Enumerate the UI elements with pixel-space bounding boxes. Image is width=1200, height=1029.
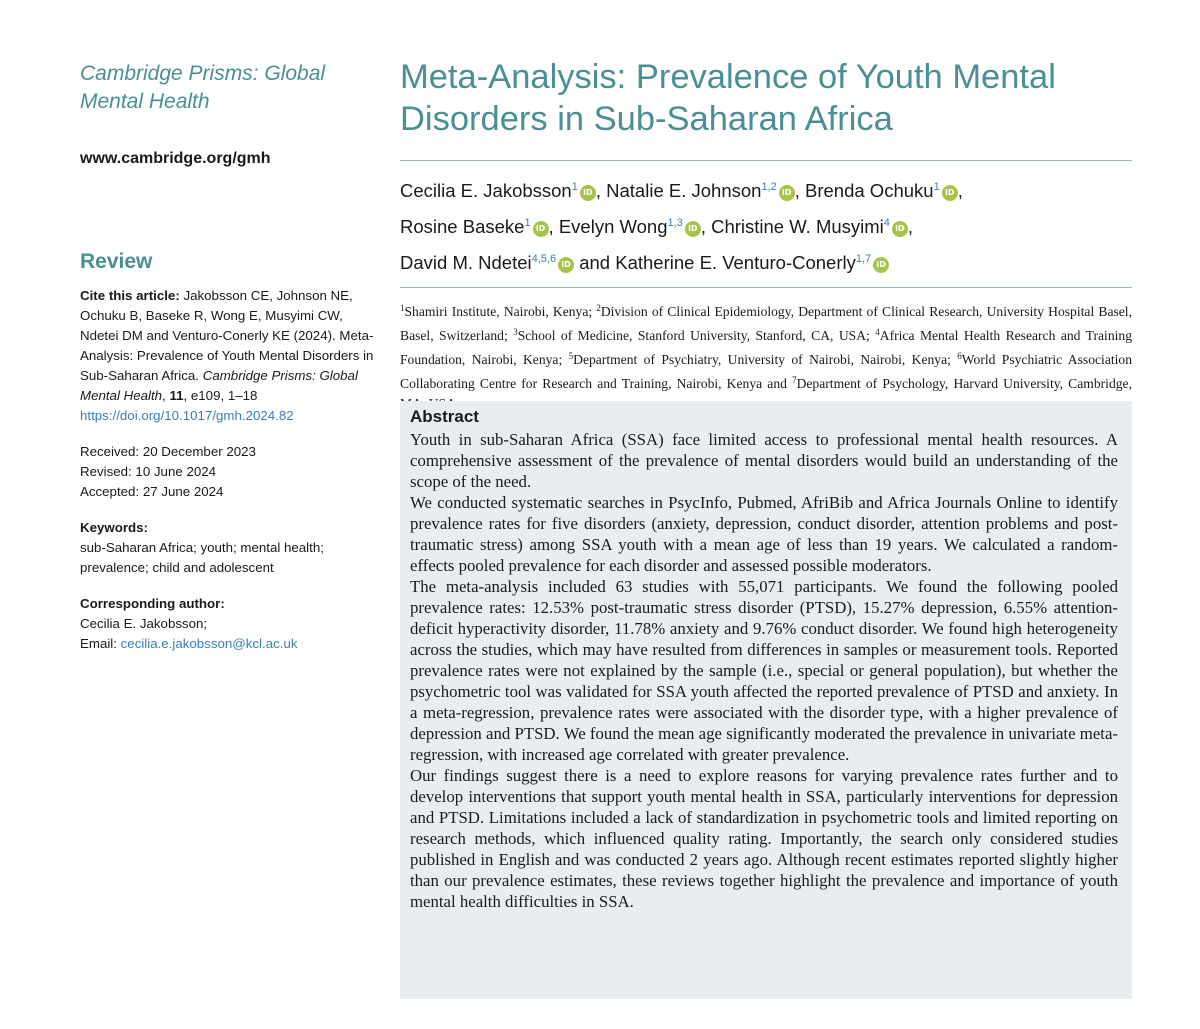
affiliation-text: School of Medicine, Stanford University, Stanford, CA, USA; <box>517 328 876 343</box>
orcid-icon[interactable]: iD <box>685 221 701 237</box>
orcid-icon[interactable]: iD <box>779 185 795 201</box>
author-affiliation-sup[interactable]: 1 <box>571 181 578 193</box>
email-label: Email: <box>80 636 117 651</box>
author-separator: , <box>957 180 963 201</box>
corresponding-label: Corresponding author: <box>80 596 225 611</box>
affiliation-sup: 1 <box>400 303 405 313</box>
cite-volume: 11 <box>169 388 184 403</box>
affiliation-sup: 6 <box>957 351 962 361</box>
doi-link[interactable]: https://doi.org/10.1017/gmh.2024.82 <box>80 408 294 423</box>
abstract-box <box>400 401 1132 999</box>
corresponding-author <box>80 594 380 654</box>
author-separator: , <box>907 216 914 237</box>
email-link[interactable]: cecilia.e.jakobsson@kcl.ac.uk <box>120 636 298 651</box>
author-separator: , <box>700 216 712 237</box>
orcid-icon[interactable]: iD <box>873 257 889 273</box>
author-affiliation-sup[interactable]: 1 <box>933 181 940 193</box>
authors-divider <box>400 287 1132 288</box>
author-affiliation-sup[interactable]: 1,7 <box>855 253 872 265</box>
affiliation-sup: 4 <box>875 327 880 337</box>
author-name: David M. Ndetei <box>400 252 532 273</box>
date-revised: Revised: 10 June 2024 <box>80 464 217 479</box>
article-title: Meta-Analysis: Prevalence of Youth Mental Disorders in Sub-Saharan Africa <box>400 58 1056 138</box>
author-separator: , <box>595 180 607 201</box>
affiliation-sup: 7 <box>792 375 797 385</box>
author-affiliation-sup[interactable]: 1,2 <box>761 181 777 193</box>
author-list <box>400 171 1132 279</box>
date-accepted: Accepted: 27 June 2024 <box>80 484 224 499</box>
cite-label: Cite this article: <box>80 288 180 303</box>
cite-pages: , e109, 1–18 <box>183 388 258 403</box>
author-name: Natalie E. Johnson <box>606 180 762 201</box>
corresponding-name: Cecilia E. Jakobsson; <box>80 616 208 631</box>
author-name: Cecilia E. Jakobsson <box>400 180 572 201</box>
orcid-icon[interactable]: iD <box>580 185 596 201</box>
journal-name: Cambridge Prisms: Global Mental Health <box>80 62 326 113</box>
affiliation-sup: 3 <box>513 327 518 337</box>
author-name: Brenda Ochuku <box>805 180 934 201</box>
date-received: Received: 20 December 2023 <box>80 444 256 459</box>
author-affiliation-sup[interactable]: 4 <box>883 217 890 229</box>
cite-authors: Jakobsson CE, Johnson NE, Ochuku B, Baseke R, Wong E, Musyimi CW, Ndetei DM and Venturo-Conerly KE (2024). Meta-Analysis: Prevalence of Youth Mental Disorders in Sub-Saharan Africa. <box>80 288 374 383</box>
author-name: Katherine E. Venturo-Conerly <box>615 252 856 273</box>
article-type: Review <box>80 250 153 273</box>
journal-website[interactable]: www.cambridge.org/gmh <box>80 150 271 167</box>
orcid-icon[interactable]: iD <box>533 221 549 237</box>
orcid-icon[interactable]: iD <box>892 221 908 237</box>
affiliation-sup: 2 <box>596 303 601 313</box>
author-separator: , <box>794 180 806 201</box>
affiliation-text: Shamiri Institute, Nairobi, Kenya; <box>404 304 597 319</box>
affiliation-text: Africa Mental Health Research and Training Foundation, Nairobi, Kenya; <box>400 328 1132 367</box>
sidebar <box>80 60 380 654</box>
author-name: Evelyn Wong <box>558 216 668 237</box>
abstract-heading: Abstract <box>410 407 479 426</box>
affiliations <box>400 298 1132 414</box>
affiliation-text: Department of Psychology, Harvard University, Cambridge, <box>796 376 1132 391</box>
keywords-label: Keywords: <box>80 520 148 535</box>
abstract-paragraph: We conducted systematic searches in PsycInfo, Pubmed, AfriBib and Africa Journals Online to identify prevalence rates for five disorders (anxiety, depression, conduct disorder, attention problems and post-traumatic stress) among SSA youth with a mean age of less than 19 years. We calculated a random-effects pooled prevalence for each disorder and assessed possible moderators. <box>410 493 1118 575</box>
affiliation-text: Department of Psychiatry, University of Nairobi, Nairobi, Kenya; <box>573 352 958 367</box>
title-divider <box>400 160 1132 161</box>
affiliation-text: Division of Clinical Epidemiology, Department of Clinical Research, University Hospital Basel, Basel, Switzerland; <box>400 304 1132 343</box>
abstract-paragraph: The meta-analysis included 63 studies with 55,071 participants. We found the following pooled prevalence rates: 12.53% post-traumatic stress disorder (PTSD), 15.27% depression, 6.55% attention-deficit hyperactivity disorder, 11.78% anxiety and 9.76% conduct disorder. We found high heterogeneity across the studies, which may have resulted from differences in samples or measurement tools. Reported prevalence rates were not explained by the sample (i.e., special or general population), but whether the psychometric tool was validated for SSA youth affected the reported prevalence of PTSD and anxiety. In a meta-regression, prevalence rates were associated with the disorder type, with a higher prevalence of depression and PTSD. We found the mean age significantly moderated the prevalence in univariate meta-regression, with increased age correlated with greater prevalence. <box>410 577 1118 764</box>
abstract-paragraph: Youth in sub-Saharan Africa (SSA) face limited access to professional mental health resources. A comprehensive assessment of the prevalence of mental disorders would build an understanding of the scope of the need. <box>410 430 1118 491</box>
orcid-icon[interactable]: iD <box>558 257 574 273</box>
keywords-text: sub-Saharan Africa; youth; mental health; prevalence; child and adolescent <box>80 540 324 575</box>
abstract-body <box>410 429 1118 912</box>
affiliation-sup: 5 <box>568 351 574 361</box>
keywords <box>80 518 380 578</box>
author-affiliation-sup[interactable]: 1 <box>524 217 531 229</box>
author-affiliation-sup[interactable]: 4,5,6 <box>531 253 557 265</box>
orcid-icon[interactable]: iD <box>942 185 958 201</box>
article-header <box>400 56 1132 414</box>
author-separator: and <box>574 252 616 273</box>
affiliation-text: World Psychiatric Association Collaborating Centre for Research and Training, Nairobi, Kenya and <box>400 352 1132 391</box>
cite-journal: Cambridge Prisms: Global Mental Health <box>80 368 358 403</box>
author-name: Christine W. Musyimi <box>711 216 884 237</box>
author-name: Rosine Baseke <box>400 216 525 237</box>
dates <box>80 442 380 502</box>
author-affiliation-sup[interactable]: 1,3 <box>667 217 683 229</box>
abstract-paragraph: Our findings suggest there is a need to explore reasons for varying prevalence rates further and to develop interventions that support youth mental health in SSA, particularly interventions for depression and PTSD. Limitations included a lack of standardization in psychometric tools and limited reporting on research methods, which influenced quality rating. Importantly, the search only considered studies published in English and was conducted 2 years ago. Although recent estimates reported slightly higher than our prevalence estimates, these reviews together highlight the prevalence and importance of youth mental health difficulties in SSA. <box>410 766 1118 911</box>
citation: Cite this article: Jakobsson CE, Johnson NE, Ochuku B, Baseke R, Wong E, Musyimi CW, Ndetei DM and Venturo-Conerly KE (2024). Meta-Analysis: Prevalence of Youth Mental Disorders in Sub-Saharan Africa. Cambridge Prisms: Global Mental Health, 11, e109, 1–18 https://doi.org/10.1017/gmh.2024.82 <box>80 288 374 423</box>
author-separator: , <box>548 216 559 237</box>
